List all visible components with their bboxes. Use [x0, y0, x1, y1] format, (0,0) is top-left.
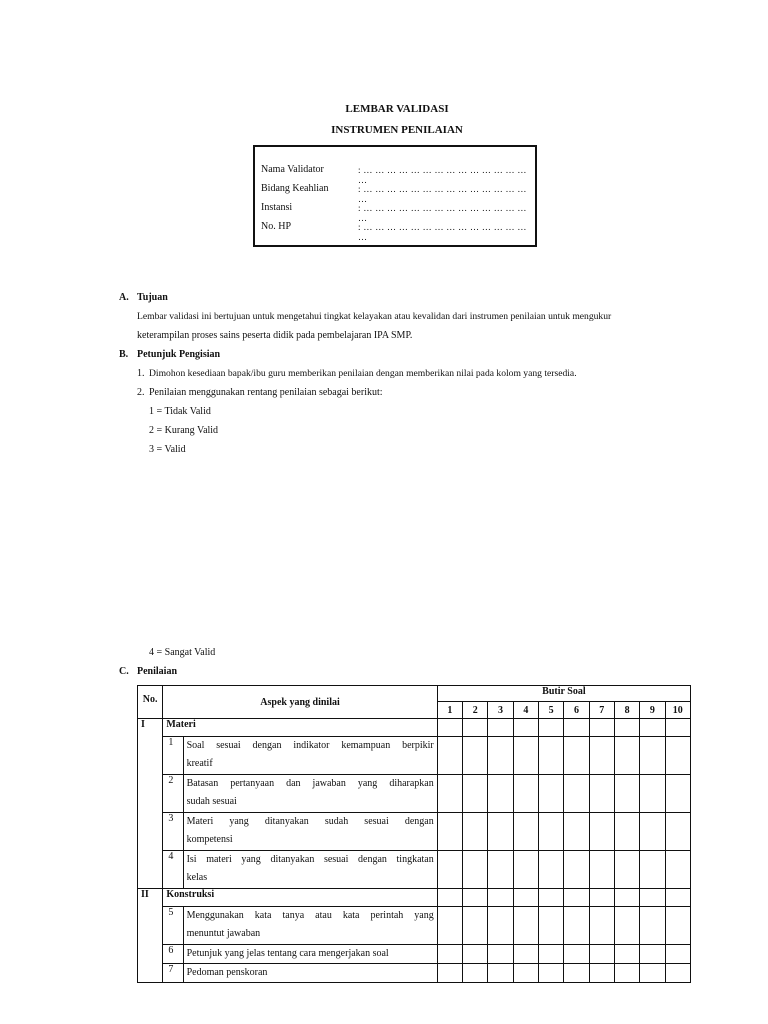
aspect-line: kelas — [186, 872, 208, 883]
identity-label-keahlian: Bidang Keahlian — [261, 183, 329, 194]
item-number: 7 — [163, 964, 183, 983]
score-cell[interactable] — [589, 719, 614, 737]
score-cell[interactable] — [640, 851, 665, 889]
score-cell[interactable] — [513, 945, 538, 964]
score-cell[interactable] — [564, 964, 589, 983]
aspect-text — [183, 851, 437, 889]
identity-label-instansi: Instansi — [261, 202, 293, 213]
score-cell[interactable] — [488, 964, 513, 983]
score-cell[interactable] — [437, 889, 462, 907]
score-cell[interactable] — [539, 964, 564, 983]
identity-label-validator: Nama Validator — [261, 164, 324, 175]
score-cell[interactable] — [589, 907, 614, 945]
score-cell[interactable] — [564, 889, 589, 907]
butir-number-10: 10 — [665, 702, 690, 719]
score-cell[interactable] — [488, 889, 513, 907]
score-cell[interactable] — [539, 775, 564, 813]
score-cell[interactable] — [614, 907, 639, 945]
score-cell[interactable] — [665, 945, 690, 964]
score-cell[interactable] — [488, 775, 513, 813]
table-row — [138, 851, 691, 889]
score-cell[interactable] — [463, 889, 488, 907]
aspect-text — [183, 737, 437, 775]
score-cell[interactable] — [437, 945, 462, 964]
score-cell[interactable] — [488, 737, 513, 775]
butir-number-5: 5 — [539, 702, 564, 719]
aspect-text — [183, 907, 437, 945]
section-b-item2-text: Penilaian menggunakan rentang penilaian sebagai berikut: — [149, 387, 383, 398]
score-cell[interactable] — [614, 945, 639, 964]
score-cell[interactable] — [437, 737, 462, 775]
score-cell[interactable] — [665, 964, 690, 983]
butir-number-7: 7 — [589, 702, 614, 719]
identity-field-keahlian[interactable]: : … … … … … … … … … … … … … … … — [358, 184, 527, 204]
section-b-item2-number: 2. — [137, 387, 145, 398]
aspect-text — [183, 775, 437, 813]
aspect-line: menuntut jawaban — [186, 928, 261, 939]
score-cell[interactable] — [640, 964, 665, 983]
score-cell[interactable] — [437, 813, 462, 851]
scale-item-3: 3 = Valid — [149, 444, 186, 455]
section-b-letter: B. — [119, 349, 129, 360]
score-cell[interactable] — [437, 775, 462, 813]
group-title: Konstruksi — [163, 889, 437, 907]
score-cell[interactable] — [665, 889, 690, 907]
group-row-materi — [138, 719, 691, 737]
section-a-text-line1: Lembar validasi ini bertujuan untuk mengetahui tingkat kelayakan atau kevalidan dari instrumen penilaian untuk mengukur — [137, 311, 612, 322]
score-cell[interactable] — [463, 813, 488, 851]
butir-number-1: 1 — [437, 702, 462, 719]
group-title: Materi — [163, 719, 437, 737]
butir-number-4: 4 — [513, 702, 538, 719]
score-cell[interactable] — [564, 775, 589, 813]
score-cell[interactable] — [437, 851, 462, 889]
score-cell[interactable] — [513, 813, 538, 851]
item-number: 6 — [163, 945, 183, 964]
score-cell[interactable] — [437, 907, 462, 945]
butir-number-9: 9 — [640, 702, 665, 719]
section-b-title: Petunjuk Pengisian — [137, 349, 221, 360]
score-cell[interactable] — [463, 775, 488, 813]
header-aspect: Aspek yang dinilai — [163, 686, 437, 719]
score-cell[interactable] — [665, 775, 690, 813]
score-cell[interactable] — [437, 964, 462, 983]
score-cell[interactable] — [614, 719, 639, 737]
score-cell[interactable] — [488, 907, 513, 945]
score-cell[interactable] — [564, 737, 589, 775]
score-cell[interactable] — [513, 851, 538, 889]
score-cell[interactable] — [539, 907, 564, 945]
score-cell[interactable] — [665, 907, 690, 945]
score-cell[interactable] — [463, 737, 488, 775]
score-cell[interactable] — [539, 945, 564, 964]
score-cell[interactable] — [513, 775, 538, 813]
aspect-line: Menggunakan kata tanya atau kata perintah yang — [186, 910, 434, 921]
group-number: II — [138, 889, 163, 983]
score-cell[interactable] — [640, 775, 665, 813]
score-cell[interactable] — [589, 775, 614, 813]
score-cell[interactable] — [488, 851, 513, 889]
score-cell[interactable] — [665, 737, 690, 775]
section-a-title: Tujuan — [137, 292, 168, 303]
score-cell[interactable] — [614, 851, 639, 889]
score-cell[interactable] — [488, 813, 513, 851]
section-b-item1-number: 1. — [137, 368, 145, 379]
score-cell[interactable] — [614, 964, 639, 983]
score-cell[interactable] — [564, 851, 589, 889]
butir-number-2: 2 — [463, 702, 488, 719]
section-c-title: Penilaian — [137, 666, 178, 677]
scale-item-2: 2 = Kurang Valid — [149, 425, 219, 436]
identity-box — [253, 145, 537, 247]
table-row — [138, 964, 691, 983]
table-row — [138, 907, 691, 945]
aspect-line: Isi materi yang ditanyakan sesuai dengan tingkatan — [186, 854, 434, 865]
butir-number-6: 6 — [564, 702, 589, 719]
score-cell[interactable] — [539, 813, 564, 851]
scale-item-4: 4 = Sangat Valid — [149, 647, 216, 658]
score-cell[interactable] — [589, 851, 614, 889]
score-cell[interactable] — [539, 719, 564, 737]
score-cell[interactable] — [513, 907, 538, 945]
section-a-letter: A. — [119, 292, 129, 303]
assessment-table — [137, 685, 691, 983]
page-subtitle: INSTRUMEN PENILAIAN — [331, 124, 463, 136]
score-cell[interactable] — [437, 719, 462, 737]
score-cell[interactable] — [640, 737, 665, 775]
group-number: I — [138, 719, 163, 889]
score-cell[interactable] — [463, 907, 488, 945]
score-cell[interactable] — [539, 737, 564, 775]
table-row — [138, 813, 691, 851]
item-number: 2 — [163, 775, 183, 813]
score-cell[interactable] — [513, 889, 538, 907]
score-cell[interactable] — [589, 889, 614, 907]
score-cell[interactable] — [640, 813, 665, 851]
score-cell[interactable] — [463, 945, 488, 964]
score-cell[interactable] — [564, 813, 589, 851]
score-cell[interactable] — [614, 775, 639, 813]
score-cell[interactable] — [463, 851, 488, 889]
header-butir-soal: Butir Soal — [437, 686, 690, 702]
identity-field-instansi[interactable]: : … … … … … … … … … … … … … … … — [358, 203, 527, 223]
aspect-text: Petunjuk yang jelas tentang cara mengerjakan soal — [183, 945, 437, 964]
identity-field-hp[interactable]: : … … … … … … … … … … … … … … … — [358, 222, 527, 242]
score-cell[interactable] — [564, 945, 589, 964]
score-cell[interactable] — [463, 964, 488, 983]
score-cell[interactable] — [640, 719, 665, 737]
aspect-line: sudah sesuai — [186, 796, 237, 807]
score-cell[interactable] — [589, 813, 614, 851]
score-cell[interactable] — [564, 907, 589, 945]
score-cell[interactable] — [589, 964, 614, 983]
item-number: 3 — [163, 813, 183, 851]
identity-field-validator[interactable]: : … … … … … … … … … … … … … … … — [358, 165, 527, 185]
aspect-text: Pedoman penskoran — [183, 964, 437, 983]
score-cell[interactable] — [665, 719, 690, 737]
aspect-line: kreatif — [186, 758, 213, 769]
table-row — [138, 737, 691, 775]
section-c-letter: C. — [119, 666, 129, 677]
item-number: 5 — [163, 907, 183, 945]
page-title: LEMBAR VALIDASI — [345, 103, 449, 115]
score-cell[interactable] — [640, 907, 665, 945]
score-cell[interactable] — [589, 945, 614, 964]
score-cell[interactable] — [589, 737, 614, 775]
score-cell[interactable] — [614, 813, 639, 851]
butir-number-3: 3 — [488, 702, 513, 719]
table-row — [138, 775, 691, 813]
score-cell[interactable] — [463, 719, 488, 737]
score-cell[interactable] — [564, 719, 589, 737]
section-a-text-line2: keterampilan proses sains peserta didik pada pembelajaran IPA SMP. — [137, 330, 413, 341]
score-cell[interactable] — [665, 813, 690, 851]
score-cell[interactable] — [513, 737, 538, 775]
score-cell[interactable] — [640, 945, 665, 964]
table-row — [138, 945, 691, 964]
score-cell[interactable] — [488, 719, 513, 737]
identity-label-hp: No. HP — [261, 221, 292, 232]
score-cell[interactable] — [614, 889, 639, 907]
score-cell[interactable] — [665, 851, 690, 889]
score-cell[interactable] — [539, 889, 564, 907]
butir-number-8: 8 — [614, 702, 639, 719]
aspect-text — [183, 813, 437, 851]
score-cell[interactable] — [539, 851, 564, 889]
aspect-line: Materi yang ditanyakan sudah sesuai dengan — [186, 816, 434, 827]
aspect-line: Batasan pertanyaan dan jawaban yang diharapkan — [186, 778, 434, 789]
score-cell[interactable] — [513, 964, 538, 983]
header-no: No. — [138, 686, 163, 719]
scale-item-1: 1 = Tidak Valid — [149, 406, 211, 417]
score-cell[interactable] — [640, 889, 665, 907]
group-row-konstruksi — [138, 889, 691, 907]
score-cell[interactable] — [488, 945, 513, 964]
aspect-line: Soal sesuai dengan indikator kemampuan berpikir — [186, 740, 434, 751]
item-number: 1 — [163, 737, 183, 775]
aspect-line: kompetensi — [186, 834, 233, 845]
score-cell[interactable] — [614, 737, 639, 775]
section-b-item1-text: Dimohon kesediaan bapak/ibu guru memberikan penilaian dengan memberikan nilai pada kolom yang tersedia. — [149, 368, 577, 379]
item-number: 4 — [163, 851, 183, 889]
score-cell[interactable] — [513, 719, 538, 737]
